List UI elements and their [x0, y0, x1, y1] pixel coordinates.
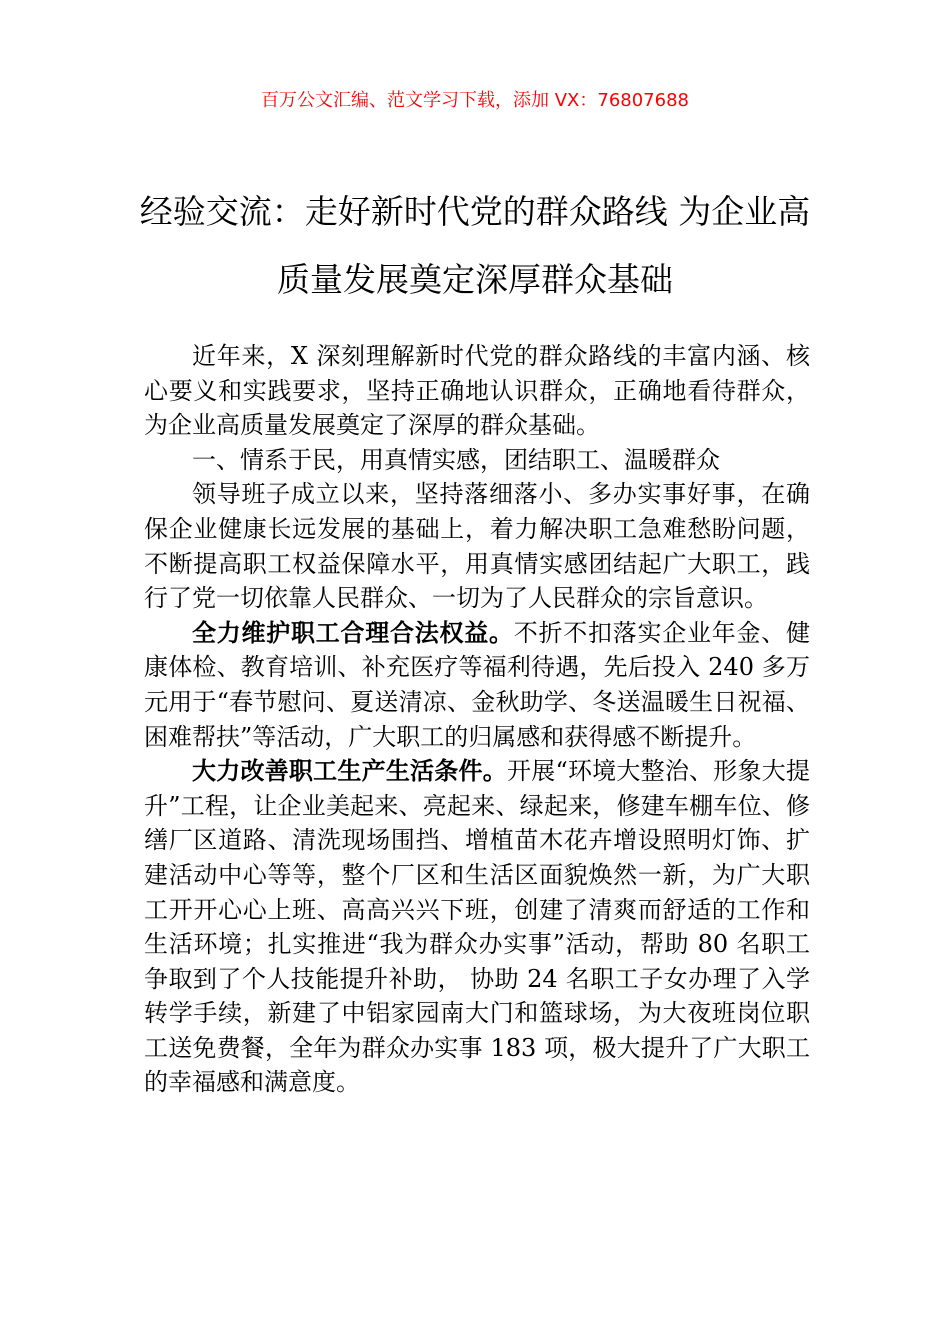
paragraph-leadership: 领导班子成立以来，坚持落细落小、多办实事好事，在确保企业健康长远发展的基础上，着力解决职工急难愁盼问题，不断提高职工权益保障水平，用真情实感团结起广大职工，践行了党一切依靠人民群众、一切为了人民群众的宗旨意识。 — [144, 480, 810, 613]
paragraph-conditions-text: 开展“环境大整治、形象大提升”工程，让企业美起来、亮起来、绿起来，修建车棚车位、修缮厂区道路、清洗现场围挡、增植苗木花卉增设照明灯饰、扩建活动中心等等，整个厂区和生活区面貌焕然一新，为广大职工开开心心上班、高高兴兴下班，创建了清爽而舒适的工作和生活环境；扎实推进“我为群众办实事”活动，帮助 80 名职工争取到了个人技能提升补助， 协助 24 名职工子女办理了入学转学手续，新建了中铝家园南大门和篮球场，为大夜班岗位职工送免费餐，全年为群众办实事 183 项，极大提升了广大职工的幸福感和满意度。 — [144, 757, 810, 1097]
body-text — [144, 339, 810, 1100]
section-heading: 一、情系于民，用真情实感，团结职工、温暖群众 — [192, 445, 720, 474]
paragraph-rights — [144, 616, 810, 754]
paragraph-conditions — [144, 754, 810, 1100]
paragraph-rights-text: 不折不扣落实企业年金、健康体检、教育培训、补充医疗等福利待遇，先后投入 240 多万元用于“春节慰问、夏送清凉、金秋助学、冬送温暖生日祝福、困难帮扶”等活动，广大职工的归属感和获得感不断提升。 — [144, 618, 810, 751]
header-note: 百万公文汇编、范文学习下载，添加 VX：76807688 — [261, 90, 689, 111]
page-title: 经验交流：走好新时代党的群众路线 为企业高质量发展奠定深厚群众基础 — [139, 192, 811, 299]
paragraph-rights-lead: 全力维护职工合理合法权益。 — [192, 618, 514, 647]
paragraph-conditions-lead: 大力改善职工生产生活条件。 — [192, 757, 507, 786]
paragraph-intro: 近年来，X 深刻理解新时代党的群众路线的丰富内涵、核心要义和实践要求，坚持正确地认识群众，正确地看待群众，为企业高质量发展奠定了深厚的群众基础。 — [144, 342, 810, 440]
